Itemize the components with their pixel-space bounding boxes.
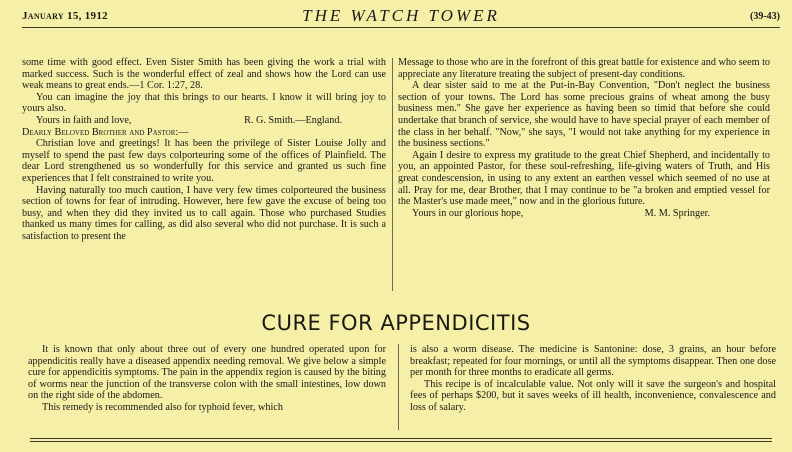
column-divider	[398, 344, 399, 430]
letter-paragraph: Having naturally too much caution, I have very few times colporteured the business section of towns for fear of intruding. However, here few gave the excuse of being too busy, and when they did they invited us to call again. Those who purchased Studies thanked us many times for calling, as did also several who did not purchase. It is such a satisfaction to present the	[22, 184, 386, 242]
masthead-title: THE WATCH TOWER	[302, 6, 500, 25]
column-divider	[392, 58, 393, 291]
article-paragraph: It is known that only about three out of every one hundred operated upon for appendicitis really have a diseased appendix needing removal. We give below a simple cure for appendicitis symptoms. The pain in the appendix region is caused by the biting of worms near the junction of the transverse colon with the small intestines, low down on the right side of the abdomen.	[28, 344, 386, 402]
signer-name: R. G. Smith.—England.	[244, 114, 342, 126]
header-rule	[22, 27, 780, 28]
page-number: (39-43)	[750, 10, 780, 22]
letters-column-right	[398, 57, 770, 219]
signer-name: M. M. Springer.	[644, 207, 710, 219]
page-header	[22, 5, 780, 27]
issue-date: January 15, 1912	[22, 10, 108, 22]
letter-paragraph: Again I desire to express my gratitude to the great Chief Shepherd, and incidentally to you, an appointed Pastor, for these soul-refreshing, life-giving waters of Truth, and His great condescension, in using to any extent an earthen vessel which seemed of no use at all. Pray for me, dear Brother, that I may continue to be "a broken and emptied vessel for the Master's use made meet," now and in the glorious future.	[398, 149, 770, 208]
article-paragraph: This recipe is of incalculable value. Not only will it save the surgeon's and hospital fees of perhaps $200, but it saves weeks of ill health, inconvenience, convalescence and loss of salary.	[410, 378, 776, 413]
article-headline: CURE FOR APPENDICITIS	[261, 311, 531, 335]
letter-paragraph: Message to those who are in the forefront of this great battle for existence and who seem to appreciate any literature treating the subject of present-day conditions.	[398, 57, 771, 80]
article-column-right	[410, 344, 776, 414]
closing: Yours in our glorious hope,	[412, 207, 524, 219]
letter-signature	[398, 208, 770, 220]
article-paragraph: is also a worm disease. The medicine is Santonine: dose, 3 grains, an hour before breakfast; repeated for four mornings, or until all the symptoms disappear. Then one dose per month for three months to eradicate all germs.	[410, 344, 776, 379]
footer-rule	[30, 441, 772, 442]
letters-column-left	[22, 57, 386, 243]
footer-rule	[30, 438, 772, 439]
closing: Yours in faith and love,	[36, 114, 132, 126]
letter-paragraph: Christian love and greetings! It has been the privilege of Sister Louise Jolly and myself to spend the past few days colporteuring some of the offices of Plainfield. The dear Lord strengthened us so wonderfully for this service and granted us such fine experiences that I felt constrained to write you.	[22, 138, 386, 184]
letter-signature	[22, 115, 386, 127]
salutation: Dearly Beloved Brother and Pastor:—	[22, 126, 189, 138]
article-column-left	[28, 344, 386, 414]
article-paragraph: This remedy is recommended also for typhoid fever, which	[42, 401, 283, 413]
letter-paragraph: A dear sister said to me at the Put-in-Bay Convention, "Don't neglect the business section of your towns. The Lord has some precious grains of wheat among the busy business men." She gave her experience as having been so timid that before she could undertake that branch of service, she would have to have special prayer of each member of the class in her behalf. "Now," she says, "I would not take anything for my experience in the business sections."	[398, 80, 770, 150]
letter-paragraph: You can imagine the joy that this brings to our hearts. I know it will bring joy to yours also.	[22, 91, 386, 115]
letter-paragraph: some time with good effect. Even Sister Smith has been giving the work a trial with marked success. Such is the wonderful effect of zeal and shows how the Lord can use weak means to great ends.—1 Cor. 1:27, 28.	[22, 57, 386, 92]
